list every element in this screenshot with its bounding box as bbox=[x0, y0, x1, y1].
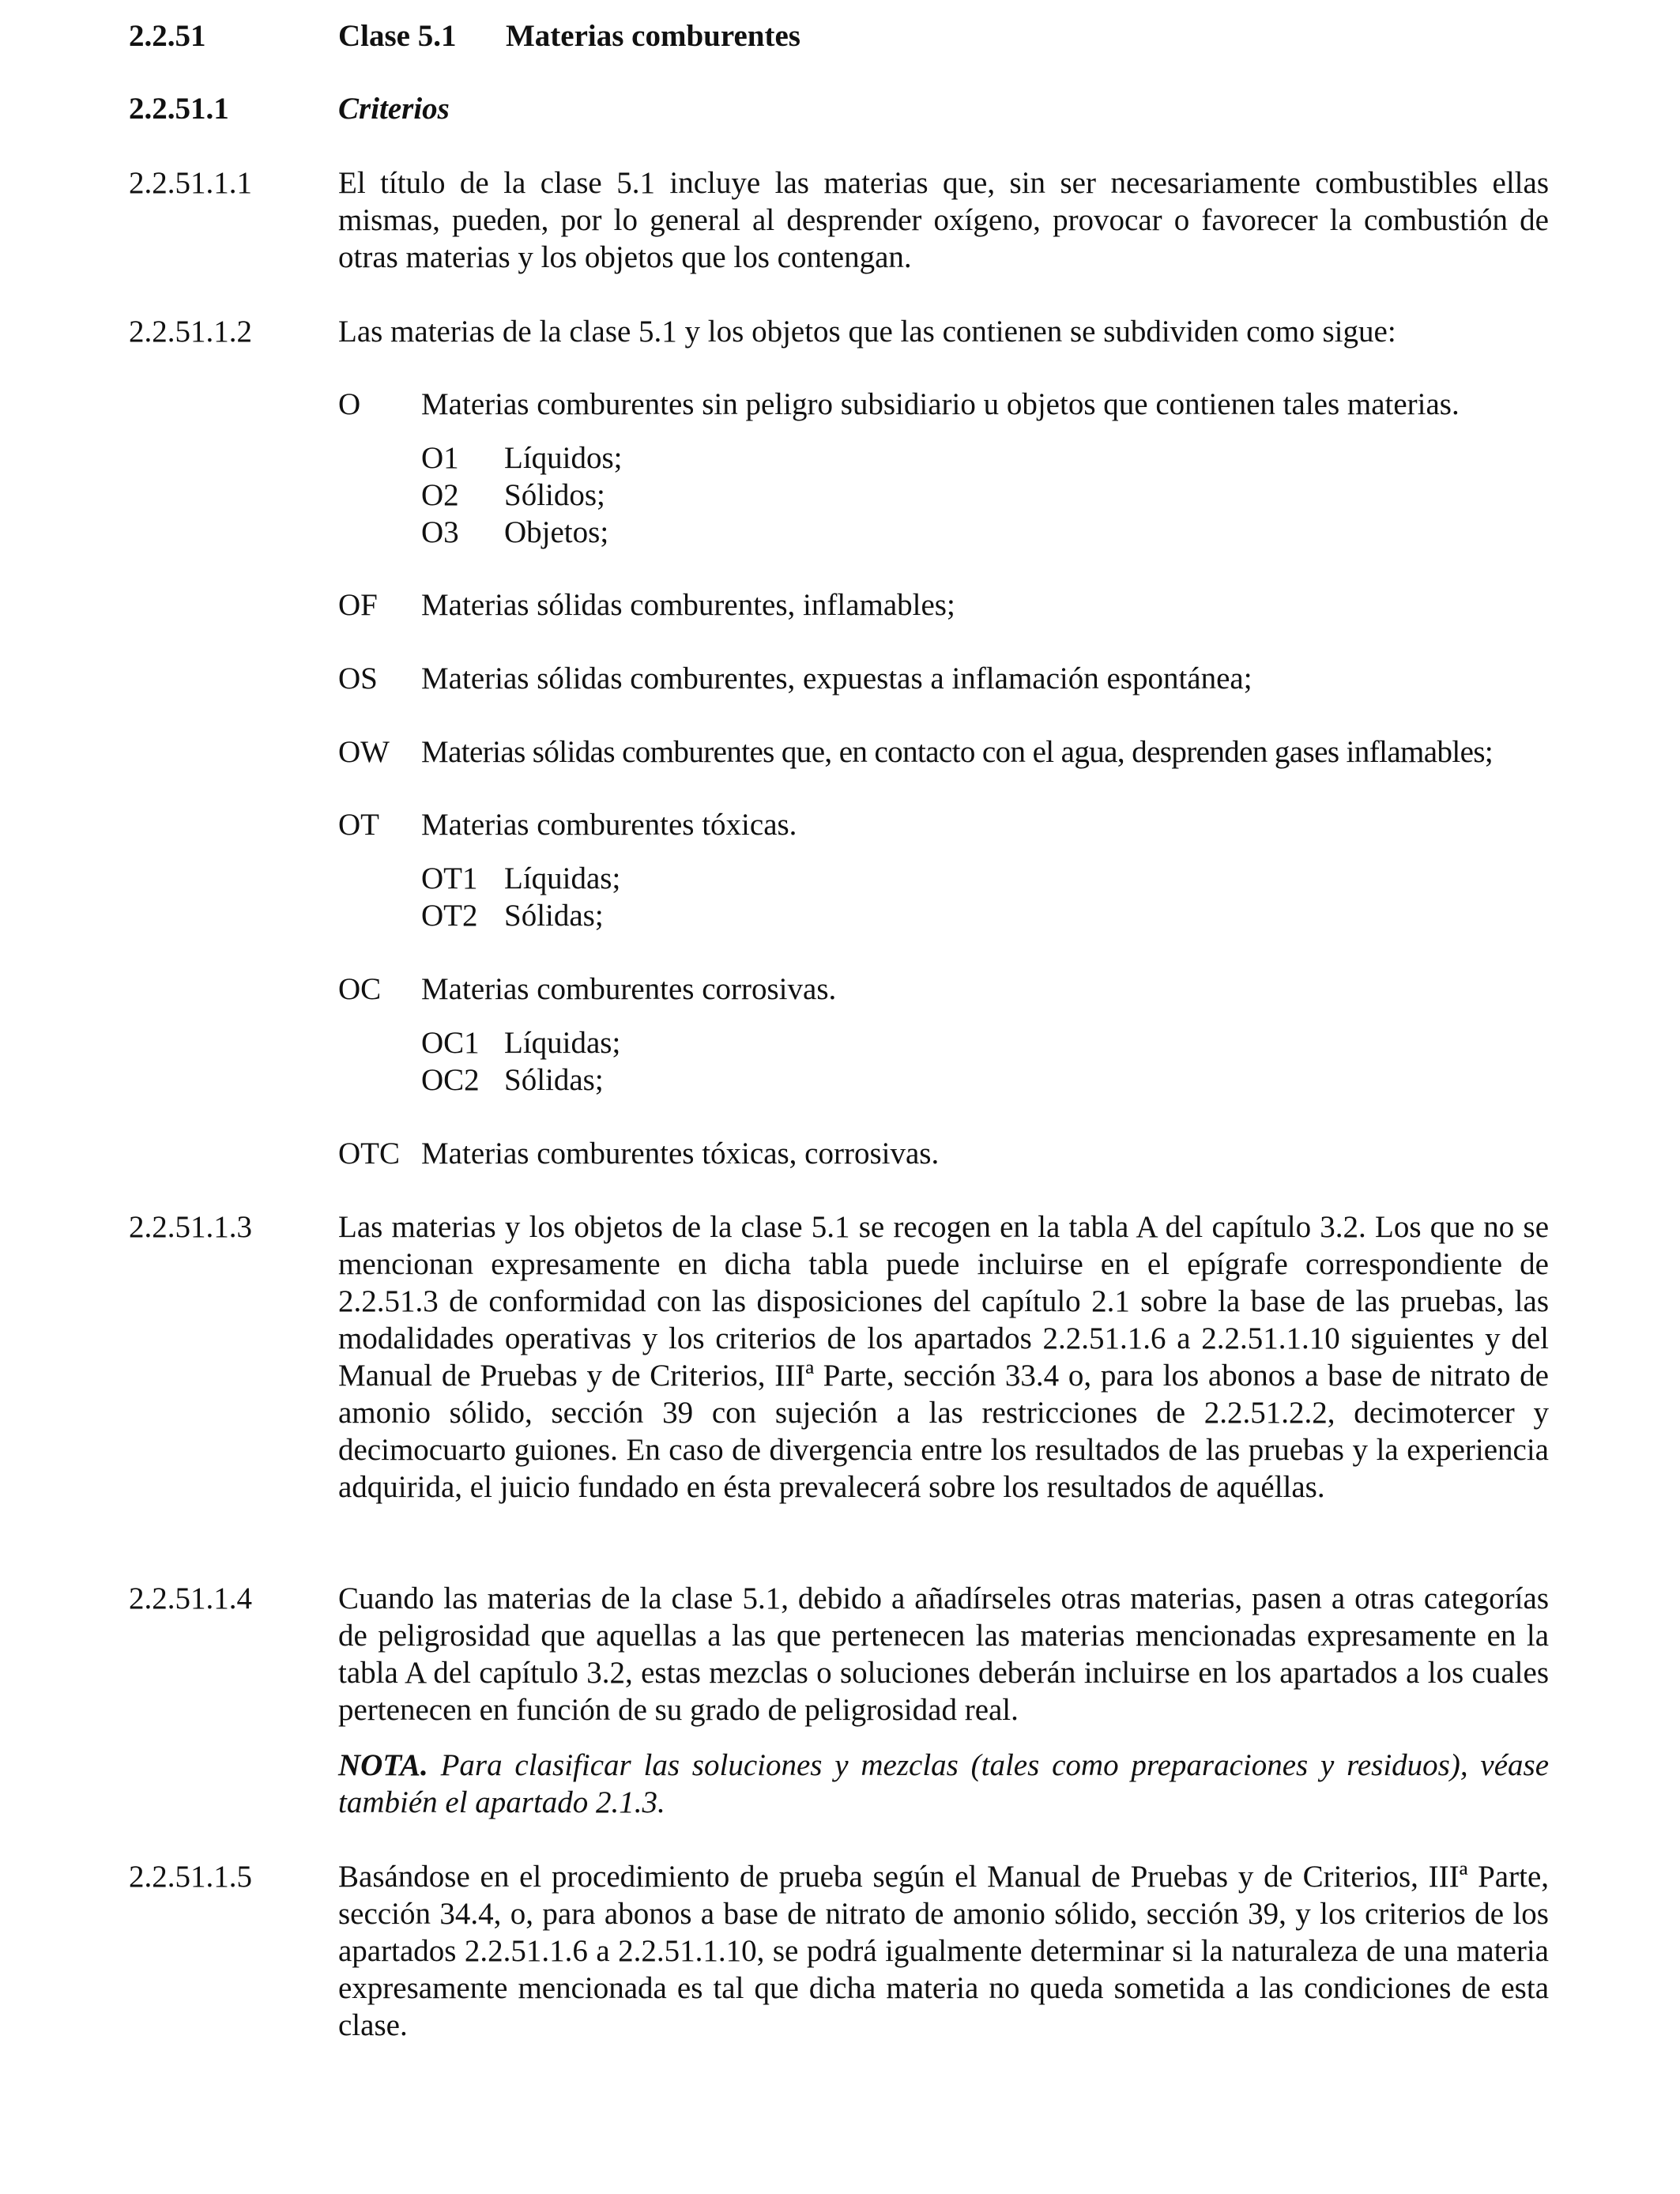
paragraph-text: Las materias y los objetos de la clase 5.1 se recogen en la tabla A del capítulo 3.2. Los que no se mencionan expresamente en dicha tabla puede incluirse en el epígrafe correspondiente de 2.2.51.3 de conformidad con las disposiciones del capítulo 2.1 sobre la base de las pruebas, las modalidades operativas y los criterios de los apartados 2.2.51.1.6 a 2.2.51.1.10 siguientes y del Manual de Pruebas y de Criterios, IIIª Parte, sección 33.4 o, para los abonos a base de nitrato de amonio sólido, sección 39 con sujeción a las restricciones de 2.2.51.2.2, decimotercer y decimocuarto guiones. En caso de divergencia entre los resultados de las pruebas y la experiencia adquirida, el juicio fundado en ésta prevalecerá sobre los resultados de aquéllas. bbox=[338, 1210, 1549, 1504]
class-code: OW bbox=[338, 735, 390, 769]
subsection-number: 2.2.51.1 bbox=[129, 92, 229, 126]
subclass-code: O2 bbox=[421, 478, 459, 512]
subclass-code: OC1 bbox=[421, 1026, 480, 1060]
section-number: 2.2.51 bbox=[129, 19, 206, 53]
note-text bbox=[338, 1747, 1549, 1821]
subclass-code: OT2 bbox=[421, 899, 478, 933]
class-description: Materias sólidas comburentes, expuestas a inflamación espontánea; bbox=[421, 662, 1252, 696]
subclass-code: O3 bbox=[421, 515, 459, 549]
paragraph-number: 2.2.51.1.5 bbox=[129, 1860, 252, 1894]
paragraph-number: 2.2.51.1.2 bbox=[129, 315, 252, 349]
class-description: Materias comburentes tóxicas, corrosivas. bbox=[421, 1137, 940, 1171]
class-description: Materias comburentes corrosivas. bbox=[421, 972, 837, 1006]
subclass-description: Sólidos; bbox=[504, 478, 605, 512]
note-body: Para clasificar las soluciones y mezclas (tales como preparaciones y residuos), véase también el apartado 2.1.3. bbox=[338, 1748, 1550, 1819]
class-description: Materias sólidas comburentes, inflamables; bbox=[421, 588, 955, 622]
subclass-description: Objetos; bbox=[504, 515, 609, 549]
class-code: OS bbox=[338, 662, 378, 696]
class-code: OTC bbox=[338, 1137, 400, 1171]
class-code: OF bbox=[338, 588, 378, 622]
subclass-description: Líquidos; bbox=[504, 441, 623, 475]
subclass-code: OC2 bbox=[421, 1063, 480, 1097]
section-title: Materias comburentes bbox=[506, 19, 800, 53]
subclass-description: Líquidas; bbox=[504, 1026, 621, 1060]
subsection-title: Criterios bbox=[338, 92, 450, 126]
subclass-code: O1 bbox=[421, 441, 459, 475]
section-class-label: Clase 5.1 bbox=[338, 19, 457, 53]
paragraph-number: 2.2.51.1.1 bbox=[129, 166, 252, 200]
class-description: Materias comburentes tóxicas. bbox=[421, 808, 797, 842]
paragraph-text: Cuando las materias de la clase 5.1, debido a añadírseles otras materias, pasen a otras categorías de peligrosidad que aquellas a las que pertenecen las materias mencionadas expresamente en la tabla A del capítulo 3.2, estas mezclas o soluciones deberán incluirse en los apartados a los cuales pertenecen en función de su grado de peligrosidad real. bbox=[338, 1581, 1549, 1727]
subclass-description: Líquidas; bbox=[504, 861, 621, 895]
paragraph-text: Basándose en el procedimiento de prueba según el Manual de Pruebas y de Criterios, IIIª Parte, sección 34.4, o, para abonos a base de nitrato de amonio sólido, sección 39, y los criterios de los apartados 2.2.51.1.6 a 2.2.51.1.10, se podrá igualmente determinar si la naturaleza de una materia expresamente mencionada es tal que dicha materia no queda sometida a las condiciones de esta clase. bbox=[338, 1860, 1549, 2042]
class-code: OT bbox=[338, 808, 379, 842]
paragraph-number: 2.2.51.1.4 bbox=[129, 1581, 252, 1615]
class-description: Materias sólidas comburentes que, en contacto con el agua, desprenden gases inflamables; bbox=[421, 735, 1494, 769]
subclass-description: Sólidas; bbox=[504, 1063, 604, 1097]
paragraph-text: El título de la clase 5.1 incluye las materias que, sin ser necesariamente combustibles ellas mismas, pueden, por lo general al desprender oxígeno, provocar o favorecer la combustión de otras materias y los objetos que los contengan. bbox=[338, 166, 1549, 274]
subclass-description: Sólidas; bbox=[504, 899, 604, 933]
class-description: Materias comburentes sin peligro subsidiario u objetos que contienen tales materias. bbox=[421, 387, 1460, 421]
paragraph-number: 2.2.51.1.3 bbox=[129, 1210, 252, 1244]
subclass-code: OT1 bbox=[421, 861, 478, 895]
paragraph-text: Las materias de la clase 5.1 y los objetos que las contienen se subdividen como sigue: bbox=[338, 315, 1396, 349]
class-code: O bbox=[338, 387, 361, 421]
note-label: NOTA. bbox=[338, 1748, 428, 1782]
class-code: OC bbox=[338, 972, 382, 1006]
